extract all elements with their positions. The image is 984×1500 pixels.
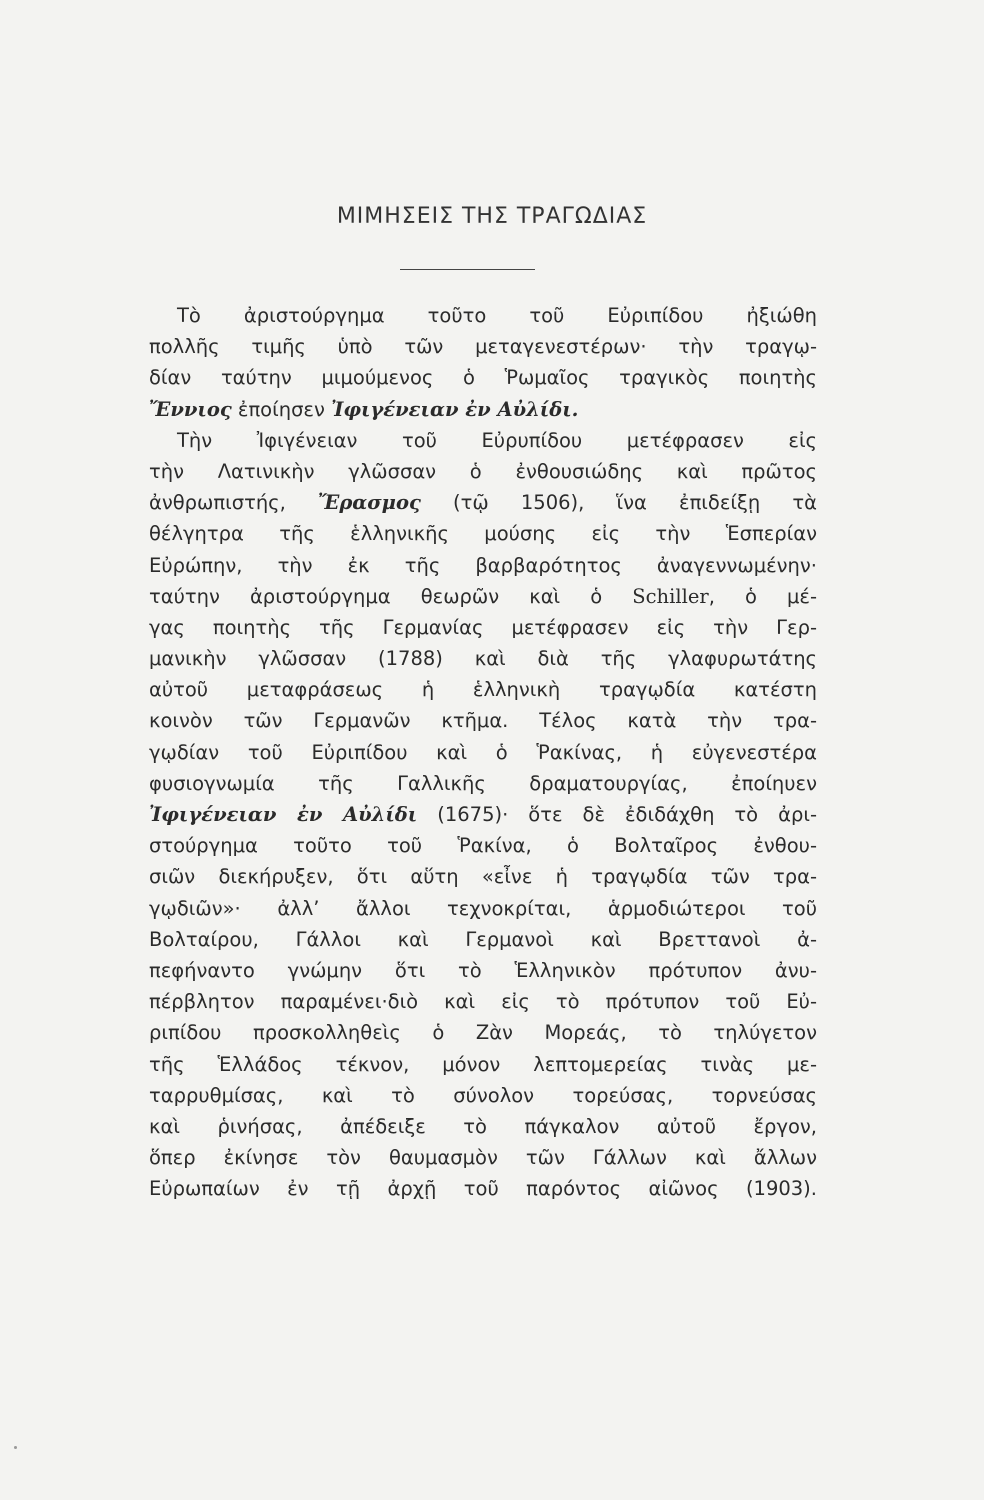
text-line bbox=[149, 1017, 817, 1048]
text-line bbox=[149, 674, 817, 705]
text-run: ἐποίησεν bbox=[231, 397, 332, 421]
text-run: καὶ ῥινήσας, ἀπέδειξε τὸ πάγκαλον αὐτοῦ ἔργον, bbox=[149, 1114, 817, 1138]
text-line bbox=[149, 768, 817, 799]
text-run: δίαν ταύτην μιμούμενος ὁ Ῥωμαῖος τραγικὸς ποιητὴς bbox=[149, 366, 817, 390]
text-line bbox=[149, 300, 817, 331]
text-line bbox=[149, 986, 817, 1017]
text-run: (τῷ 1506), ἵνα ἐπιδείξῃ τὰ bbox=[420, 491, 817, 515]
text-line bbox=[149, 425, 817, 456]
text-run: , ὁ μέ- bbox=[708, 584, 817, 608]
chapter-title: ΜΙΜΗΣΕΙΣ ΤΗΣ ΤΡΑΓΩΔΙΑΣ bbox=[336, 204, 648, 229]
text-run: ἀνθρωπιστής, bbox=[149, 491, 319, 515]
text-run: στούργημα τοῦτο τοῦ Ῥακίνα, ὁ Βολταῖρος ἐνθου- bbox=[149, 834, 817, 858]
body-paragraphs bbox=[149, 300, 817, 1204]
text-run: σιῶν διεκήρυξεν, ὅτι αὕτη «εἶνε ἡ τραγῳδία τῶν τρα- bbox=[149, 865, 817, 889]
text-line bbox=[149, 830, 817, 861]
text-run: αὐτοῦ μεταφράσεως ἡ ἑλληνικὴ τραγῳδία κατέστη bbox=[149, 678, 817, 702]
text-line bbox=[149, 456, 817, 487]
text-line bbox=[149, 394, 817, 425]
text-run: φυσιογνωμία τῆς Γαλλικῆς δραματουργίας, ἐποίηυεν bbox=[149, 771, 817, 795]
text-run: ταύτην ἀριστούργημα θεωρῶν καὶ ὁ bbox=[149, 584, 633, 608]
text-line bbox=[149, 487, 817, 518]
text-run: Βολταίρου, Γάλλοι καὶ Γερμανοὶ καὶ Βρεττανοὶ ἀ- bbox=[149, 927, 817, 951]
emphasized-text: Ἰφιγένειαν ἐν Αὐλίδι. bbox=[331, 397, 579, 421]
text-line bbox=[149, 612, 817, 643]
text-run: πέρβλητον παραμένει·διὸ καὶ εἰς τὸ πρότυπον τοῦ Εὐ- bbox=[149, 990, 817, 1014]
text-line bbox=[149, 705, 817, 736]
text-line bbox=[149, 799, 817, 830]
text-line bbox=[149, 581, 817, 612]
text-run: θέλγητρα τῆς ἑλληνικῆς μούσης εἰς τὴν Ἑσπερίαν bbox=[149, 522, 817, 546]
text-run: γῳδίαν τοῦ Εὐριπίδου καὶ ὁ Ῥακίνας, ἡ εὐγενεστέρα bbox=[149, 740, 817, 764]
emphasized-text: Schiller bbox=[632, 584, 709, 608]
text-run: πολλῆς τιμῆς ὑπὸ τῶν μεταγενεστέρων· τὴν τραγῳ- bbox=[149, 335, 817, 359]
paper-speck bbox=[14, 1446, 17, 1449]
text-line bbox=[149, 924, 817, 955]
title-rule bbox=[400, 269, 535, 270]
text-line bbox=[149, 331, 817, 362]
text-run: τῆς Ἑλλάδος τέκνον, μόνον λεπτομερείας τινὰς με- bbox=[149, 1052, 817, 1076]
text-run: Τὴν Ἰφιγένειαν τοῦ Εὐρυπίδου μετέφρασεν εἰς bbox=[177, 428, 817, 452]
text-line bbox=[149, 861, 817, 892]
text-line bbox=[149, 737, 817, 768]
text-line bbox=[149, 893, 817, 924]
text-run: Εὐρωπαίων ἐν τῇ ἀρχῇ τοῦ παρόντος αἰῶνος (1903). bbox=[149, 1177, 817, 1201]
text-run: Τὸ ἀριστούργημα τοῦτο τοῦ Εὐριπίδου ἠξιώθη bbox=[177, 304, 817, 327]
text-run: Εὐρώπην, τὴν ἐκ τῆς βαρβαρότητος ἀναγεννωμένην· bbox=[149, 553, 817, 577]
text-line bbox=[149, 362, 817, 393]
text-run: ταρρυθμίσας, καὶ τὸ σύνολον τορεύσας, τορνεύσας bbox=[149, 1083, 817, 1107]
text-run: κοινὸν τῶν Γερμανῶν κτῆμα. Τέλος κατὰ τὴν τρα- bbox=[149, 709, 817, 733]
text-run: γῳδιῶν»· ἀλλ’ ἄλλοι τεχνοκρίται, ἁρμοδιώτεροι τοῦ bbox=[149, 896, 817, 920]
emphasized-text: Ἔρασμος bbox=[318, 491, 421, 515]
text-line bbox=[149, 643, 817, 674]
text-run: μανικὴν γλῶσσαν (1788) καὶ διὰ τῆς γλαφυρωτάτης bbox=[149, 647, 817, 671]
text-line bbox=[149, 518, 817, 549]
text-line bbox=[149, 1142, 817, 1173]
text-run: ὅπερ ἐκίνησε τὸν θαυμασμὸν τῶν Γάλλων καὶ ἄλλων bbox=[149, 1146, 817, 1170]
emphasized-text: Ἰφιγένειαν ἐν Αὐλίδι bbox=[149, 803, 418, 826]
text-run: (1675)· ὅτε δὲ ἐδιδάχθη τὸ ἀρι- bbox=[417, 803, 817, 826]
text-line bbox=[149, 1049, 817, 1080]
text-run: γας ποιητὴς τῆς Γερμανίας μετέφρασεν εἰς τὴν Γερ- bbox=[149, 615, 817, 639]
text-run: πεφήναντο γνώμην ὅτι τὸ Ἑλληνικὸν πρότυπον ἀνυ- bbox=[149, 958, 817, 982]
text-line bbox=[149, 1173, 817, 1204]
text-run: τὴν Λατινικὴν γλῶσσαν ὁ ἐνθουσιώδης καὶ πρῶτος bbox=[149, 459, 817, 483]
text-line bbox=[149, 955, 817, 986]
text-line bbox=[149, 1080, 817, 1111]
emphasized-text: Ἔννιος bbox=[149, 397, 232, 421]
text-run: ριπίδου προσκολληθεὶς ὁ Ζὰν Μορεάς, τὸ τηλύγετον bbox=[149, 1021, 817, 1045]
text-line bbox=[149, 1111, 817, 1142]
text-line bbox=[149, 550, 817, 581]
